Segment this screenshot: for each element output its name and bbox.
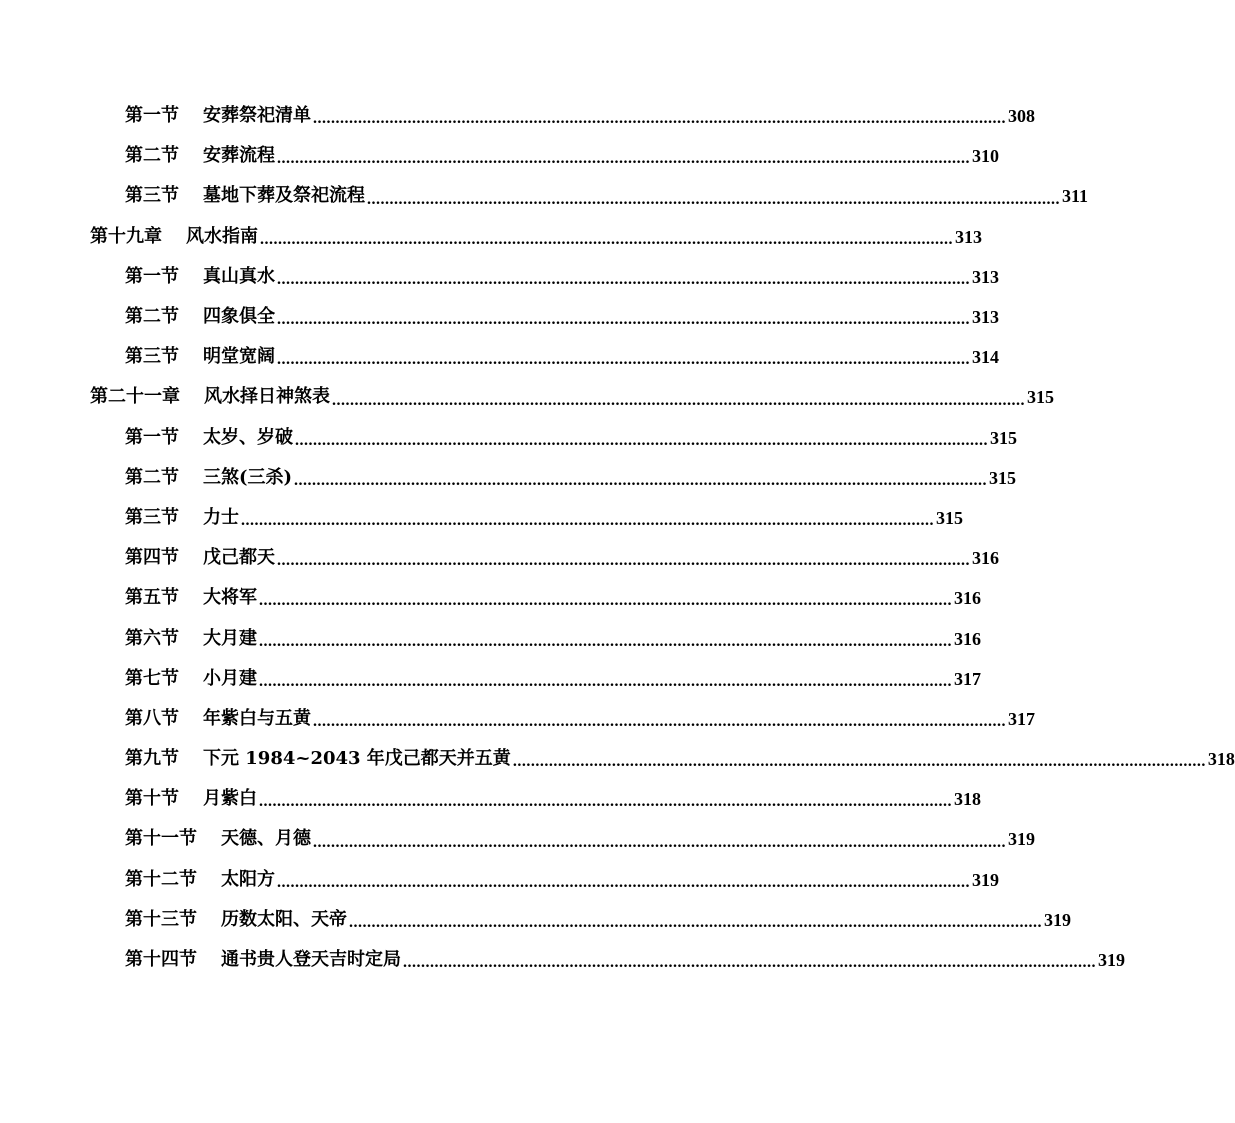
toc-entry[interactable]: [0, 819, 1035, 859]
toc-entry-dot-leader: ..........................................................................................................................................................: [295, 431, 988, 449]
toc-entry-dot-leader: ..........................................................................................................................................................: [260, 230, 953, 248]
toc-entry-dot-leader: ..........................................................................................................................................................: [277, 873, 970, 891]
toc-entry-page-number: 316: [972, 548, 999, 569]
toc-entry-page-number: 313: [955, 226, 982, 247]
toc-entry-dot-leader: ..........................................................................................................................................................: [277, 311, 970, 329]
toc-entry-dot-leader: ..........................................................................................................................................................: [277, 270, 970, 288]
toc-entry[interactable]: [0, 458, 1017, 498]
toc-entry-number: 第五节: [125, 587, 179, 609]
toc-entry-page-number: 319: [1098, 950, 1125, 971]
toc-entry-page-number: 319: [1044, 909, 1071, 930]
toc-entry-page-number: 316: [954, 588, 981, 609]
toc-entry[interactable]: [0, 538, 999, 578]
toc-entry[interactable]: [0, 297, 999, 337]
toc-entry-page-number: 316: [954, 628, 981, 649]
toc-entry[interactable]: [0, 498, 963, 538]
toc-entry-page-number: 319: [972, 869, 999, 890]
toc-entry-title: 风水指南: [186, 225, 258, 247]
toc-entry[interactable]: [0, 659, 981, 699]
toc-entry-number: 第七节: [125, 667, 179, 689]
toc-entry-page-number: 310: [972, 146, 999, 167]
toc-entry-number: 第四节: [125, 547, 179, 569]
toc-entry[interactable]: [0, 739, 1235, 779]
toc-entry[interactable]: [0, 136, 999, 176]
toc-entry-title: 安葬祭祀清单: [203, 105, 311, 127]
toc-entry-page-number: 314: [972, 347, 999, 368]
toc-entry-title: 月紫白: [203, 788, 257, 810]
toc-entry-dot-leader: ..........................................................................................................................................................: [294, 471, 988, 489]
toc-entry-number: 第十节: [125, 788, 179, 810]
toc-entry-number: 第三节: [125, 346, 179, 368]
toc-entry-page-number: 319: [1008, 829, 1035, 850]
toc-entry-title: 风水择日神煞表: [204, 386, 330, 408]
toc-entry-title: 小月建: [203, 667, 257, 689]
toc-entry-title: 戊己都天: [203, 547, 275, 569]
toc-entry-dot-leader: ..........................................................................................................................................................: [259, 632, 952, 650]
toc-entry-title: 年紫白与五黄: [203, 707, 311, 729]
toc-entry-dot-leader: ..........................................................................................................................................................: [259, 672, 952, 690]
toc-entry-dot-leader: ..........................................................................................................................................................: [259, 793, 952, 811]
toc-entry-number: 第十一节: [125, 828, 197, 850]
toc-entry-title: 四象俱全: [203, 306, 275, 328]
toc-entry[interactable]: [0, 699, 1035, 739]
toc-entry-title: 太阳方: [221, 868, 275, 890]
toc-entry-page-number: 317: [954, 668, 981, 689]
toc-entry-page-number: 313: [972, 266, 999, 287]
toc-entry-title: 三煞(三杀): [203, 466, 293, 488]
toc-entry-dot-leader: ..........................................................................................................................................................: [313, 713, 1006, 730]
toc-entry-number: 第一节: [125, 426, 179, 448]
toc-entry-title: 墓地下葬及祭祀流程: [203, 185, 365, 207]
toc-entry-number: 第二节: [125, 306, 179, 328]
toc-entry-page-number: 315: [989, 467, 1017, 488]
toc-entry-dot-leader: ..........................................................................................................................................................: [367, 190, 1060, 208]
toc-entry-number: 第二节: [125, 466, 179, 488]
toc-entry-dot-leader: ..........................................................................................................................................................: [277, 351, 970, 369]
table-of-contents: [0, 96, 1235, 980]
toc-entry-number: 第九节: [125, 748, 179, 770]
toc-entry[interactable]: [0, 337, 999, 377]
toc-entry-number: 第一节: [125, 105, 179, 127]
toc-entry-number: 第十九章: [90, 225, 162, 247]
toc-entry-number: 第八节: [125, 707, 179, 729]
toc-entry-dot-leader: ..........................................................................................................................................................: [349, 913, 1042, 931]
toc-entry[interactable]: [0, 578, 981, 618]
toc-entry-number: 第十二节: [125, 868, 197, 890]
toc-entry-page-number: 315: [1027, 387, 1054, 408]
toc-entry[interactable]: [0, 418, 1017, 458]
toc-entry-dot-leader: ..........................................................................................................................................................: [277, 552, 970, 570]
toc-entry-dot-leader: ..........................................................................................................................................................: [313, 110, 1006, 128]
toc-entry-title: 力士: [203, 506, 239, 528]
toc-entry-number: 第二十一章: [90, 386, 180, 408]
toc-entry-page-number: 318: [954, 789, 981, 810]
toc-entry-title: 明堂宽阔: [203, 346, 275, 368]
toc-entry-page-number: 308: [1008, 106, 1035, 127]
toc-entry-dot-leader: ..........................................................................................................................................................: [332, 391, 1025, 409]
toc-entry-title: 大月建: [203, 627, 257, 649]
toc-entry-number: 第一节: [125, 265, 179, 287]
toc-entry-title: 下元 1984~2043 年戊己都天并五黄: [203, 748, 511, 770]
toc-entry-dot-leader: ..........................................................................................................................................................: [277, 150, 970, 168]
toc-entry-number: 第十四节: [125, 949, 197, 971]
toc-entry-dot-leader: ..........................................................................................................................................................: [259, 592, 952, 610]
toc-entry[interactable]: [0, 217, 982, 257]
toc-entry[interactable]: [0, 618, 981, 658]
toc-entry[interactable]: [0, 900, 1071, 940]
toc-entry-title: 历数太阳、天帝: [221, 908, 347, 930]
toc-entry-number: 第二节: [125, 145, 179, 167]
toc-entry-title: 通书贵人登天吉时定局: [221, 949, 401, 971]
toc-entry[interactable]: [0, 176, 1089, 216]
toc-entry-number: 第三节: [125, 185, 179, 207]
toc-entry[interactable]: [0, 257, 999, 297]
toc-entry-title: 安葬流程: [203, 145, 275, 167]
toc-entry-dot-leader: ..........................................................................................................................................................: [313, 833, 1006, 851]
toc-entry-page-number: 311: [1062, 186, 1089, 207]
toc-entry-number: 第十三节: [125, 908, 197, 930]
toc-entry[interactable]: [0, 377, 1054, 417]
toc-entry-title: 大将军: [203, 587, 257, 609]
toc-entry-title: 真山真水: [203, 265, 275, 287]
toc-entry-page-number: 317: [1008, 708, 1035, 729]
toc-entry[interactable]: [0, 860, 999, 900]
toc-entry-dot-leader: ..........................................................................................................................................................: [512, 753, 1206, 771]
toc-entry-page-number: 318: [1207, 749, 1235, 770]
toc-entry-page-number: 313: [972, 307, 999, 328]
toc-entry-title: 太岁、岁破: [203, 426, 293, 448]
toc-entry-title: 天德、月德: [221, 828, 311, 850]
toc-entry[interactable]: [0, 940, 1125, 980]
toc-entry-page-number: 315: [990, 427, 1017, 448]
toc-entry-dot-leader: ..........................................................................................................................................................: [241, 512, 934, 530]
toc-entry-page-number: 315: [936, 507, 963, 528]
toc-entry-number: 第六节: [125, 627, 179, 649]
toc-entry[interactable]: [0, 779, 981, 819]
toc-entry-number: 第三节: [125, 506, 179, 528]
toc-entry-dot-leader: ..........................................................................................................................................................: [403, 954, 1096, 972]
toc-entry[interactable]: [0, 96, 1035, 136]
